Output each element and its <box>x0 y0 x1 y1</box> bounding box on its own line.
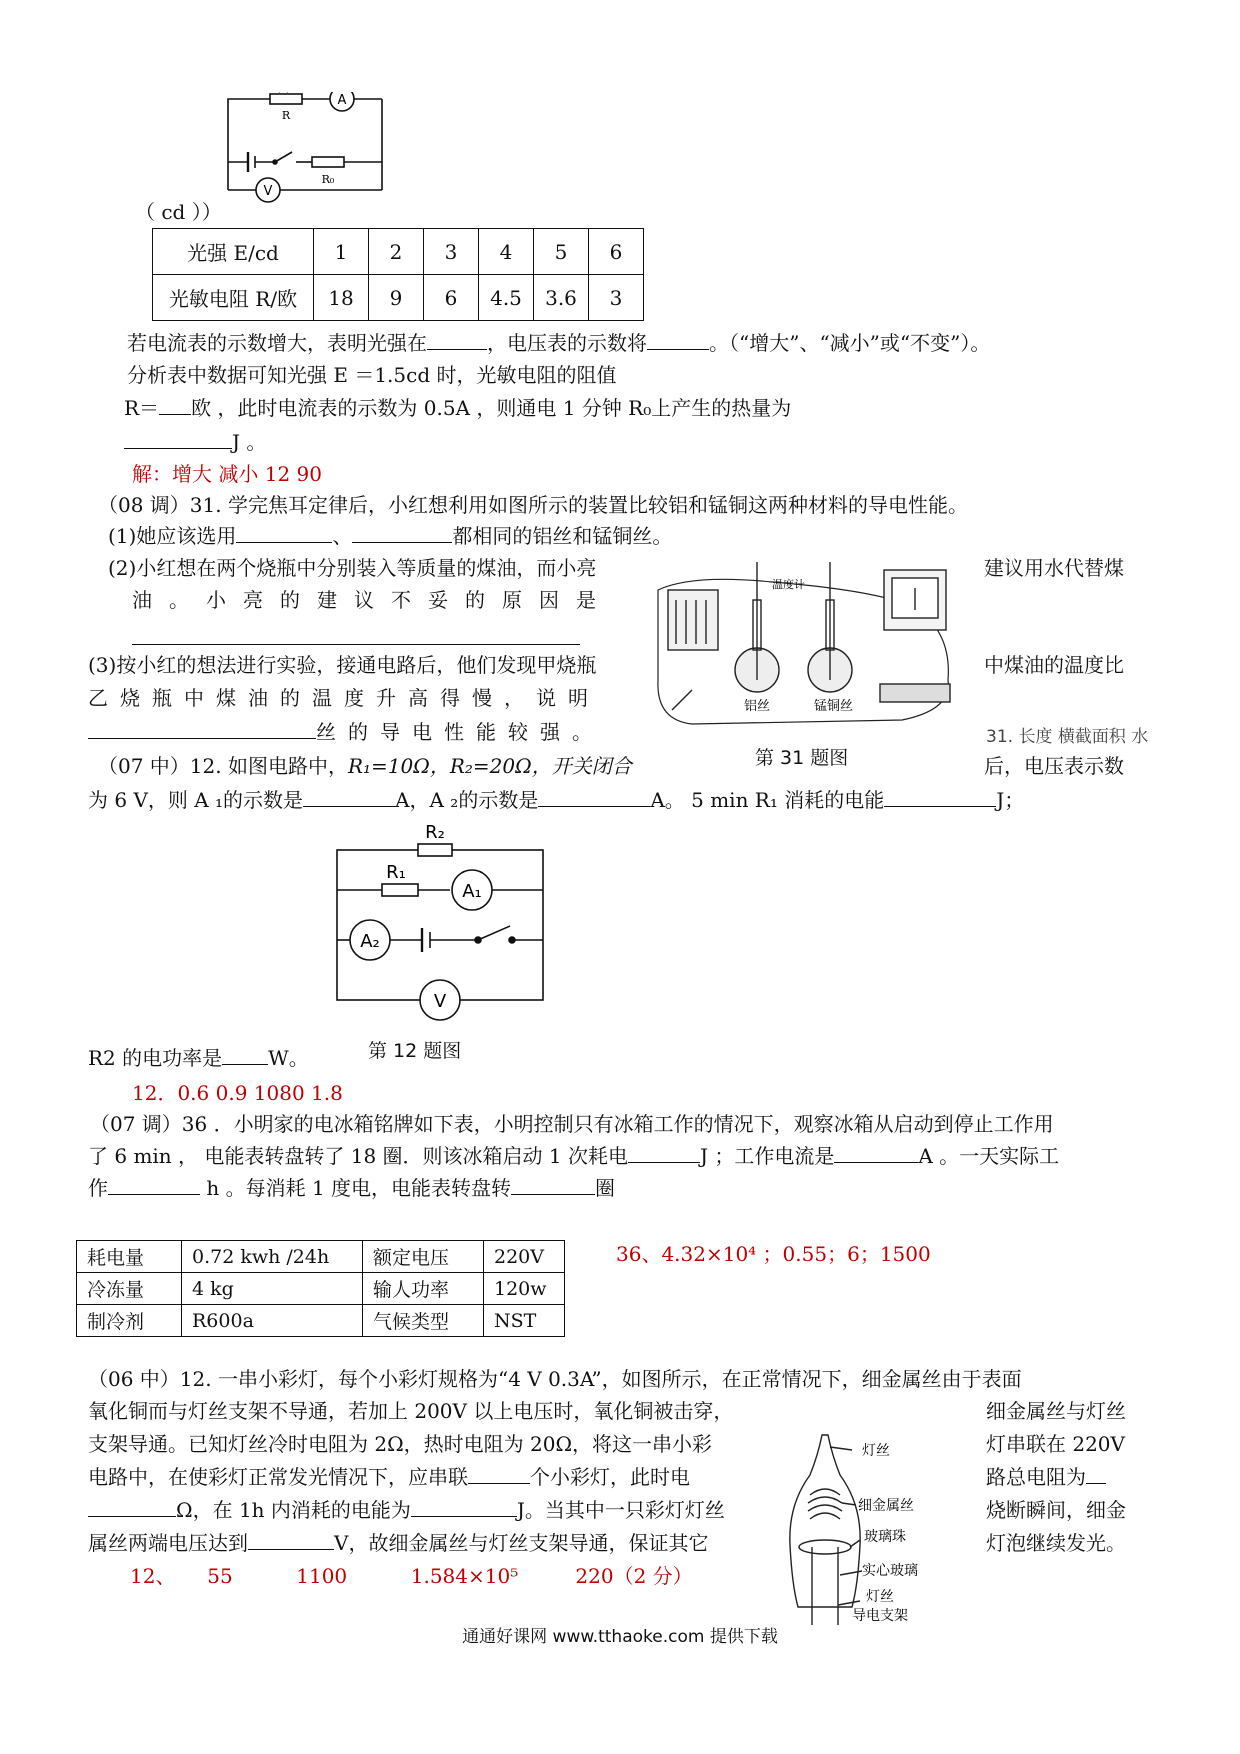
table-cell: 制冷剂 <box>77 1305 182 1337</box>
answer-blank <box>834 1142 918 1163</box>
question-line: R＝ 欧 ，此时电流表的示数为 0.5A ，则通电 1 分钟 R₀上产生的热量为 <box>124 396 792 420</box>
fridge-nameplate-table <box>76 1240 565 1337</box>
answer-blank <box>468 1463 530 1484</box>
answer-blank <box>248 1529 334 1550</box>
r0-label: R₀ <box>321 173 335 186</box>
question-line: 氧化铜而与灯丝支架不导通，若加上 200V 以上电压时，氧化铜被击穿， <box>88 1399 734 1423</box>
figure-caption: 第 12 题图 <box>368 1040 462 1062</box>
filament-label-2: 灯丝 <box>866 1589 894 1605</box>
table-cell: 输人功率 <box>363 1273 484 1305</box>
table-cell: 3 <box>589 275 644 321</box>
answer-text: 解：增大 减小 12 90 <box>132 462 322 486</box>
table-cell: 0.72 kwh /24h <box>182 1241 363 1273</box>
table-cell: 3.6 <box>534 275 589 321</box>
table-cell: 耗电量 <box>77 1241 182 1273</box>
table-cell: 220V <box>484 1241 565 1273</box>
answer-blank <box>88 718 316 739</box>
support-label: 导电支架 <box>852 1608 908 1624</box>
question-line: 丝的导电性能较强。 <box>88 718 604 746</box>
aluminum-wire-label: 铝丝 <box>744 699 771 714</box>
table-cell: 2 <box>369 229 424 275</box>
question-line: 中煤油的温度比 <box>984 653 1124 677</box>
question-line: 作 h 。每消耗 1 度电，电能表转盘转 圈 <box>88 1176 616 1200</box>
ammeter-a1-label: A₁ <box>462 881 482 902</box>
question-line: 建议用水代替煤 <box>984 556 1124 580</box>
answer-blank <box>1086 1463 1106 1484</box>
filament-label: 灯丝 <box>862 1443 890 1459</box>
answer-blank <box>411 1496 517 1517</box>
table-cell: 120w <box>484 1273 565 1305</box>
question-line: （07 中）12. 如图电路中，R₁=10Ω，R₂=20Ω，开关闭合 <box>98 754 632 778</box>
answer-blank <box>538 786 650 807</box>
question-line: 为 6 V，则 A ₁的示数是 A，A ₂的示数是 A。 5 min R₁ 消耗的电能 J； <box>88 788 1025 812</box>
question-line: 若电流表的示数增大，表明光强在 ，电压表的示数将 。（“增大”、“减小”或“不变”）。 <box>127 331 991 355</box>
answer-blank <box>132 624 580 645</box>
table-cell: 9 <box>369 275 424 321</box>
answer-blank <box>124 428 232 449</box>
question-line: 分析表中数据可知光强 E ＝1.5cd 时，光敏电阻的阻值 <box>127 363 617 387</box>
unit-note: （ cd ）） <box>135 200 222 224</box>
parallel-circuit-diagram <box>330 820 555 1040</box>
fine-wire-label: 细金属丝 <box>858 1498 914 1514</box>
table-cell: NST <box>484 1305 565 1337</box>
photoresistor-label: R <box>281 109 291 122</box>
question-intro: （08 调）31. 学完焦耳定律后，小红想利用如图所示的装置比较铝和锰铜这两种材料的导电性能。 <box>98 493 968 517</box>
question-line: (2)小红想在两个烧瓶中分别装入等质量的煤油，而小亮 <box>108 556 597 580</box>
answer-blank <box>427 329 487 350</box>
answer-text: 12．0.6 0.9 1080 1.8 <box>132 1081 343 1105</box>
table-header-light: 光强 E/cd <box>153 229 314 275</box>
answer-blank <box>647 329 709 350</box>
answer-blank <box>352 522 452 543</box>
answer-blank <box>222 1044 268 1065</box>
page-footer: 通通好课网 www.tthaoke.com 提供下载 <box>462 1627 778 1647</box>
question-line: 灯泡继续发光。 <box>986 1531 1126 1555</box>
answer-blank <box>159 394 191 415</box>
table-cell: 4 kg <box>182 1273 363 1305</box>
question-line: (1)她应该选用 、 都相同的铝丝和锰铜丝。 <box>108 524 673 548</box>
manganin-wire-label: 锰铜丝 <box>814 699 854 714</box>
joule-apparatus-figure <box>652 560 962 750</box>
question-line: R2 的电功率是 W。 <box>88 1046 309 1070</box>
table-cell: R600a <box>182 1305 363 1337</box>
voltmeter-label: V <box>263 184 273 199</box>
question-line: Ω，在 1h 内消耗的电能为 J。当其中一只彩灯灯丝 <box>88 1496 725 1524</box>
glass-bead-label: 玻璃珠 <box>864 1529 906 1545</box>
question-line: 乙烧瓶中煤油的温度升高得慢，说明 <box>88 686 600 710</box>
question-line: 烧断瞬间，细金 <box>986 1498 1126 1522</box>
question-line: 了 6 min ， 电能表转盘转了 18 圈．则该冰箱启动 1 次耗电 J ；工作电流是 A 。一天实际工 <box>88 1144 1060 1168</box>
answer-blank <box>303 786 395 807</box>
answer-text: 36、4.32×10⁴ ；0.55；6；1500 <box>616 1242 931 1266</box>
thermometer-label: 温度计 <box>772 578 805 591</box>
table-cell: 冷冻量 <box>77 1273 182 1305</box>
answer-blank <box>511 1174 595 1195</box>
ammeter-label: A <box>337 93 347 108</box>
question-line: J 。 <box>124 428 266 456</box>
question-line: (3)按小红的想法进行实验，接通电路后，他们发现甲烧瓶 <box>88 653 597 677</box>
table-cell: 4 <box>479 229 534 275</box>
answer-clipped: 31. 长度 横截面积 水 <box>986 727 1149 747</box>
r2-label: R₂ <box>425 822 445 843</box>
table-cell: 1 <box>314 229 369 275</box>
table-cell: 5 <box>534 229 589 275</box>
answer-blank <box>108 1174 200 1195</box>
mini-lamp-figure <box>780 1425 940 1630</box>
table-cell: 6 <box>424 275 479 321</box>
table-cell: 4.5 <box>479 275 534 321</box>
solid-glass-label: 实心玻璃 <box>862 1563 918 1579</box>
figure-caption: 第 31 题图 <box>755 747 849 769</box>
table-header-resistance: 光敏电阻 R/欧 <box>153 275 314 321</box>
table-cell: 额定电压 <box>363 1241 484 1273</box>
answer-blank <box>628 1142 700 1163</box>
ammeter-a2-label: A₂ <box>360 931 380 952</box>
question-line: （07 调）36 ．小明家的电冰箱铭牌如下表，小明控制只有冰箱工作的情况下，观察冰箱从启动到停止工作用 <box>90 1112 1054 1136</box>
table-cell: 气候类型 <box>363 1305 484 1337</box>
r1-label: R₁ <box>386 862 406 883</box>
question-line: 路总电阻为 <box>986 1463 1106 1491</box>
answer-blank <box>884 786 996 807</box>
question-line: 后，电压表示数 <box>984 754 1124 778</box>
answer-blank <box>88 1496 176 1517</box>
photoresistor-circuit-diagram <box>220 92 395 217</box>
answer-blank <box>236 522 332 543</box>
table-cell: 18 <box>314 275 369 321</box>
question-line: 油。小亮的建议不妥的原因是 <box>132 588 613 612</box>
question-line: 细金属丝与灯丝 <box>986 1399 1126 1423</box>
voltmeter-label: V <box>433 991 447 1012</box>
question-line: 灯串联在 220V <box>986 1432 1125 1456</box>
answer-text: 12、 55 1100 1.584×10⁵ 220（2 分） <box>130 1564 693 1588</box>
question-line: 支架导通。已知灯丝冷时电阻为 2Ω，热时电阻为 20Ω，将这一串小彩 <box>88 1432 713 1456</box>
table-cell: 3 <box>424 229 479 275</box>
table-cell: 6 <box>589 229 644 275</box>
question-line: （06 中）12. 一串小彩灯，每个小彩灯规格为“4 V 0.3A”，如图所示，在正常情况下，细金属丝由于表面 <box>88 1367 1022 1391</box>
question-line: 属丝两端电压达到 V，故细金属丝与灯丝支架导通，保证其它 <box>88 1531 709 1555</box>
photoresistor-table <box>152 228 644 321</box>
question-line: 电路中，在使彩灯正常发光情况下，应串联 个小彩灯，此时电 <box>88 1465 690 1489</box>
